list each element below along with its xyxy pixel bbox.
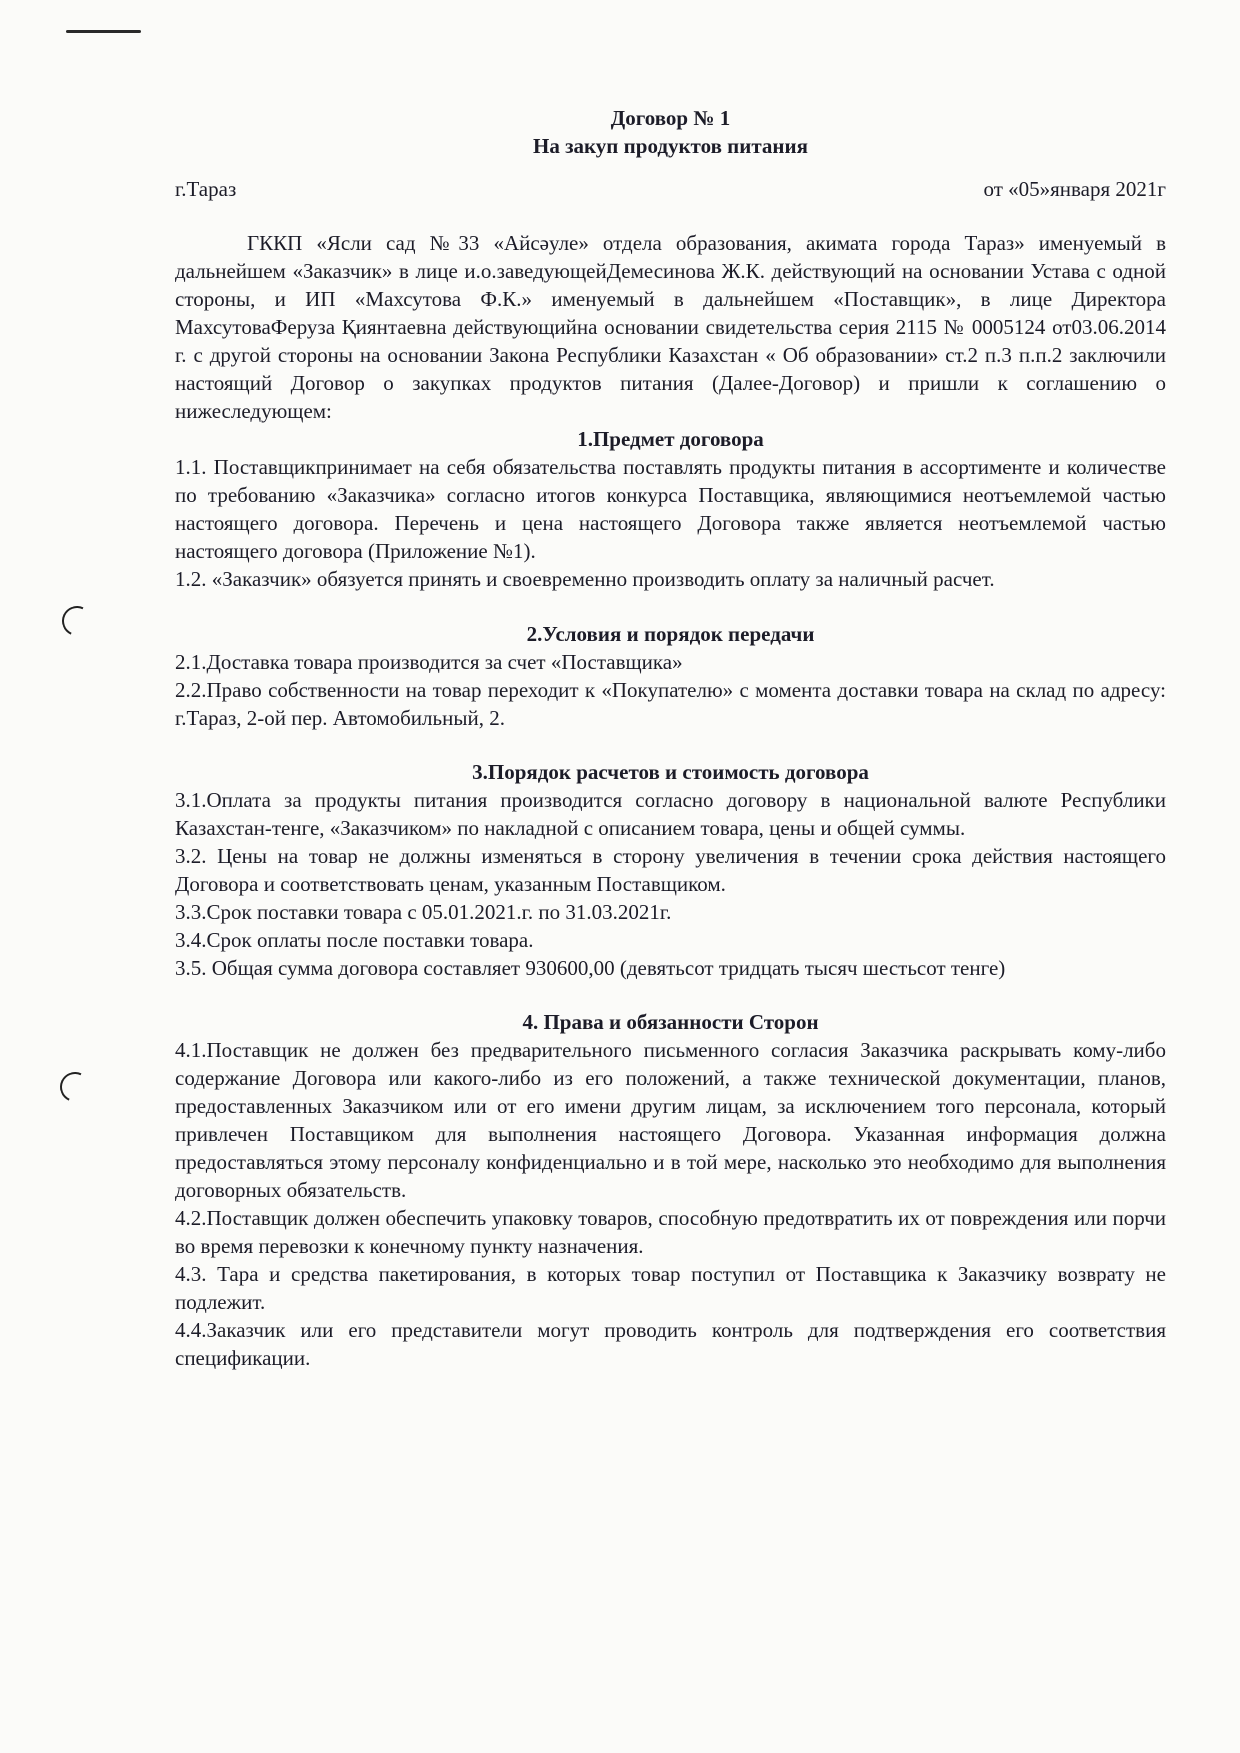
section-title-transfer: 2.Условия и порядок передачи (526, 622, 815, 646)
section-title-payment: 3.Порядок расчетов и стоимость договора (472, 760, 869, 784)
clause-2-1: 2.1.Доставка товара производится за счет «Поставщика» (175, 650, 683, 674)
contract-subtitle: На закуп продуктов питания (532, 134, 808, 158)
clause-4-4: 4.4.Заказчик или его представители могут проводить контроль для подтверждения его соответствия спецификации. (175, 1318, 1166, 1370)
clause-4-1: 4.1.Поставщик не должен без предварительного письменного согласия Заказчика раскрывать кому-либо содержание Договора или какого-либо из его положений, а также технической документации, планов, предоставленных Заказчиком или от его имени другим лицам, за исключением того персонала, который привлечен Поставщиком для выполнения настоящего Договора. Указанная информация должна предоставляться этому персоналу конфиденциально и в той мере, насколько это необходимо для выполнения договорных обязательств. (175, 1038, 1166, 1202)
clause-3-2: 3.2. Цены на товар не должны изменяться в сторону увеличения в течении срока действия настоящего Договора и соответствовать ценам, указанным Поставщиком. (175, 844, 1166, 896)
punch-hole-mark (58, 602, 96, 640)
clause-1-2: 1.2. «Заказчик» обязуется принять и своевременно производить оплату за наличный расчет. (175, 567, 995, 591)
contract-title: Договор № 1 (610, 106, 731, 130)
contract-date: от «05»января 2021г (983, 177, 1166, 201)
clause-3-5: 3.5. Общая сумма договора составляет 930600,00 (девятьсот тридцать тысяч шестьсот тенге) (175, 956, 1006, 980)
contract-page (175, 104, 1166, 1372)
section-title-rights: 4. Права и обязанности Сторон (522, 1010, 819, 1034)
contract-city: г.Тараз (175, 177, 237, 201)
punch-hole-mark (56, 1068, 94, 1106)
clause-3-4: 3.4.Срок оплаты после поставки товара. (175, 928, 534, 952)
scan-mark (66, 30, 141, 33)
clause-3-1: 3.1.Оплата за продукты питания производится согласно договору в национальной валюте Республики Казахстан-тенге, «Заказчиком» по накладной с описанием товара, цены и общей суммы. (175, 788, 1166, 840)
place-date-line (175, 175, 1166, 203)
clause-3-3: 3.3.Срок поставки товара с 05.01.2021.г. по 31.03.2021г. (175, 900, 672, 924)
clause-1-1: 1.1. Поставщикпринимает на себя обязательства поставлять продукты питания в ассортименте и количестве по требованию «Заказчика» согласно итогов конкурса Поставщика, являющимися неотъемлемой частью настоящего договора. Перечень и цена настоящего Договора также является неотъемлемой частью настоящего договора (Приложение №1). (175, 455, 1166, 563)
clause-4-3: 4.3. Тара и средства пакетирования, в которых товар поступил от Поставщика к Заказчику возврату не подлежит. (175, 1262, 1166, 1314)
clause-2-2: 2.2.Право собственности на товар переходит к «Покупателю» с момента доставки товара на склад по адресу: г.Тараз, 2-ой пер. Автомобильный, 2. (175, 678, 1166, 730)
clause-4-2: 4.2.Поставщик должен обеспечить упаковку товаров, способную предотвратить их от повреждения или порчи во время перевозки к конечному пункту назначения. (175, 1206, 1166, 1258)
section-title-subject: 1.Предмет договора (577, 427, 764, 451)
contract-preamble: ГККП «Ясли сад №33 «Айсәуле» отдела образования, акимата города Тараз» именуемый в дальнейшем «Заказчик» в лице и.о.заведующейДемесинова Ж.К. действующий на основании Устава с одной стороны, и ИП «Махсутова Ф.К.» именуемый в дальнейшем «Поставщик», в лице Директора МахсутоваФеруза Қиянтаевна действующийна основании свидетельства серия 2115 № 0005124 от03.06.2014 г. с другой стороны на основании Закона Республики Казахстан « Об образовании» ст.2 п.3 п.п.2 заключили настоящий Договор о закупках продуктов питания (Далее-Договор) и пришли к соглашению о нижеследующем: (175, 231, 1166, 423)
